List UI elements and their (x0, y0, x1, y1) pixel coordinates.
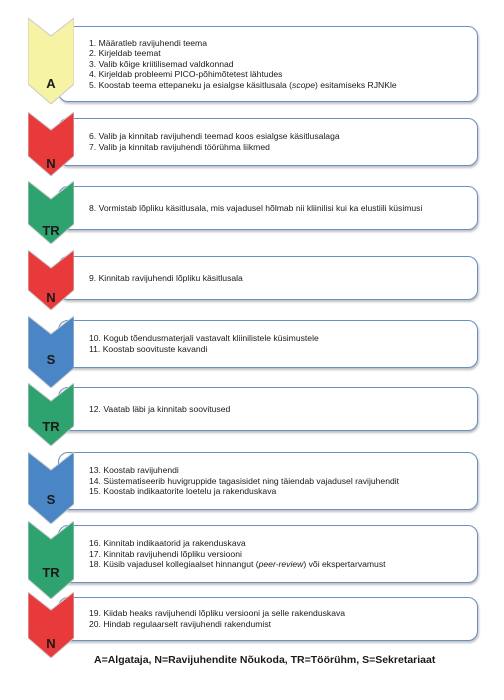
role-chevron (28, 112, 74, 176)
step-item-number: 8. (89, 202, 97, 213)
role-chevron (28, 316, 74, 388)
role-label: TR (42, 223, 60, 238)
step-item-text: Määratleb ravijuhendi teema (98, 37, 207, 48)
step-item-number: 13. (89, 465, 101, 476)
step-item-number: 2. (89, 48, 97, 59)
step-item-text: Kinnitab indikaatorid ja rakenduskava (103, 538, 246, 549)
step-item (89, 333, 477, 344)
step-6 (0, 383, 504, 446)
step-item-text: Kirjeldab teemat (98, 48, 161, 59)
step-item-text: Valib ja kinnitab ravijuhendi töörühma liikmed (98, 142, 270, 152)
step-item-text: Hindab regulaarselt ravijuhendi rakendumist (103, 619, 272, 629)
step-item-number: 20. (89, 619, 101, 629)
step-item (89, 38, 477, 49)
step-item (89, 344, 477, 355)
step-item-number: 11. (89, 344, 101, 354)
step-item (89, 80, 477, 91)
step-item-text: Koostab soovituste kavandi (102, 344, 208, 354)
step-item-number: 10. (89, 333, 101, 344)
step-item-text: Kirjeldab probleemi PICO-põhimõtetest lähtudes (98, 69, 283, 80)
step-item-text: ) esitamiseks RJNKle (314, 79, 397, 90)
role-chevron (28, 452, 74, 524)
step-item-text: Vormistab lõpliku käsitlusala, mis vajadusel hõlmab nii kliinilisi kui ka elustiili küsimusi (98, 202, 423, 213)
step-item-number: 18. (89, 559, 101, 570)
role-label: TR (42, 419, 60, 434)
step-item (89, 131, 477, 142)
step-item-text: Koostab ravijuhendi (103, 465, 179, 476)
step-item-number: 1. (89, 37, 97, 48)
step-box (58, 597, 478, 641)
chevron-shape (28, 521, 74, 599)
role-chevron (28, 250, 74, 310)
step-item-text: Kinnitab ravijuhendi lõpliku käsitlusala (98, 272, 243, 283)
step-item-number: 9. (89, 272, 97, 283)
step-box (58, 186, 478, 230)
role-chevron (28, 18, 74, 104)
step-4 (0, 250, 504, 310)
step-2 (0, 112, 504, 176)
step-item (89, 273, 477, 284)
step-item-text: Koostab indikaatorite loetelu ja rakenduskava (103, 486, 277, 497)
step-item (89, 69, 477, 80)
step-item-text: Süstematiseerib huvigruppide tagasisidet ning täiendab vajadusel ravijuhendit (103, 475, 400, 486)
chevron-shape (28, 383, 74, 446)
step-item-number: 14. (89, 475, 101, 486)
role-label: S (46, 352, 56, 367)
step-item-text: Vaatab läbi ja kinnitab soovitused (103, 403, 231, 414)
step-item-text: ) või ekspertarvamust (303, 559, 386, 570)
role-label: TR (42, 565, 60, 580)
step-item (89, 203, 477, 214)
step-item (89, 465, 477, 476)
step-item-number: 5. (89, 79, 97, 90)
role-chevron (28, 592, 74, 658)
step-item (89, 59, 477, 70)
role-chevron (28, 181, 74, 244)
step-item (89, 549, 477, 560)
step-box (58, 26, 478, 102)
step-box (58, 452, 478, 510)
step-1 (0, 18, 504, 104)
step-item (89, 404, 477, 415)
step-item (89, 619, 477, 630)
role-label: N (46, 636, 56, 651)
step-item-text: Kinnitab ravijuhendi lõpliku versiooni (103, 548, 242, 559)
chevron-shape (28, 18, 74, 104)
step-box (58, 320, 478, 368)
step-8 (0, 521, 504, 599)
step-item (89, 476, 477, 487)
legend: A=Algataja, N=Ravijuhendite Nõukoda, TR=Töörühm, S=Sekretariaat (94, 654, 436, 666)
step-3 (0, 181, 504, 244)
step-item-text: Küsib vajadusel kollegiaalset hinnangut ( (103, 559, 259, 570)
role-label: N (46, 290, 56, 305)
step-item-text-italic: peer-review (258, 559, 304, 570)
step-item (89, 142, 477, 153)
step-item-text: Kiidab heaks ravijuhendi lõpliku versiooni ja selle rakenduskava (103, 608, 346, 619)
step-item-number: 3. (89, 58, 97, 69)
step-item (89, 486, 477, 497)
step-item-number: 17. (89, 548, 101, 559)
step-5 (0, 316, 504, 388)
step-item-number: 6. (89, 131, 97, 142)
step-item-text: Valib ja kinnitab ravijuhendi teemad koos esialgse käsitlusalaga (98, 131, 340, 142)
step-item-text: Valib kõige kriitilisemad valdkonnad (98, 58, 234, 69)
role-label: A (46, 76, 56, 91)
role-label: S (46, 492, 56, 507)
step-box (58, 387, 478, 431)
step-item-number: 7. (89, 142, 97, 152)
step-item-number: 12. (89, 403, 101, 414)
step-item (89, 559, 477, 570)
step-box (58, 118, 478, 166)
chevron-shape (28, 452, 74, 524)
role-chevron (28, 521, 74, 599)
step-item-text: Kogub tõendusmaterjali vastavalt kliinilistele küsimustele (103, 333, 319, 344)
step-item (89, 608, 477, 619)
step-box (58, 525, 478, 583)
role-label: N (46, 156, 56, 171)
step-item (89, 48, 477, 59)
step-item-text: Koostab teema ettepaneku ja esialgse käsitlusala ( (98, 79, 293, 90)
step-item-number: 16. (89, 538, 101, 549)
step-7 (0, 452, 504, 524)
step-item (89, 538, 477, 549)
role-chevron (28, 383, 74, 446)
step-item-number: 4. (89, 69, 97, 80)
step-item-number: 19. (89, 608, 101, 619)
step-9 (0, 592, 504, 658)
step-box (58, 256, 478, 300)
step-item-text-italic: scope (292, 79, 315, 90)
step-item-number: 15. (89, 486, 101, 497)
